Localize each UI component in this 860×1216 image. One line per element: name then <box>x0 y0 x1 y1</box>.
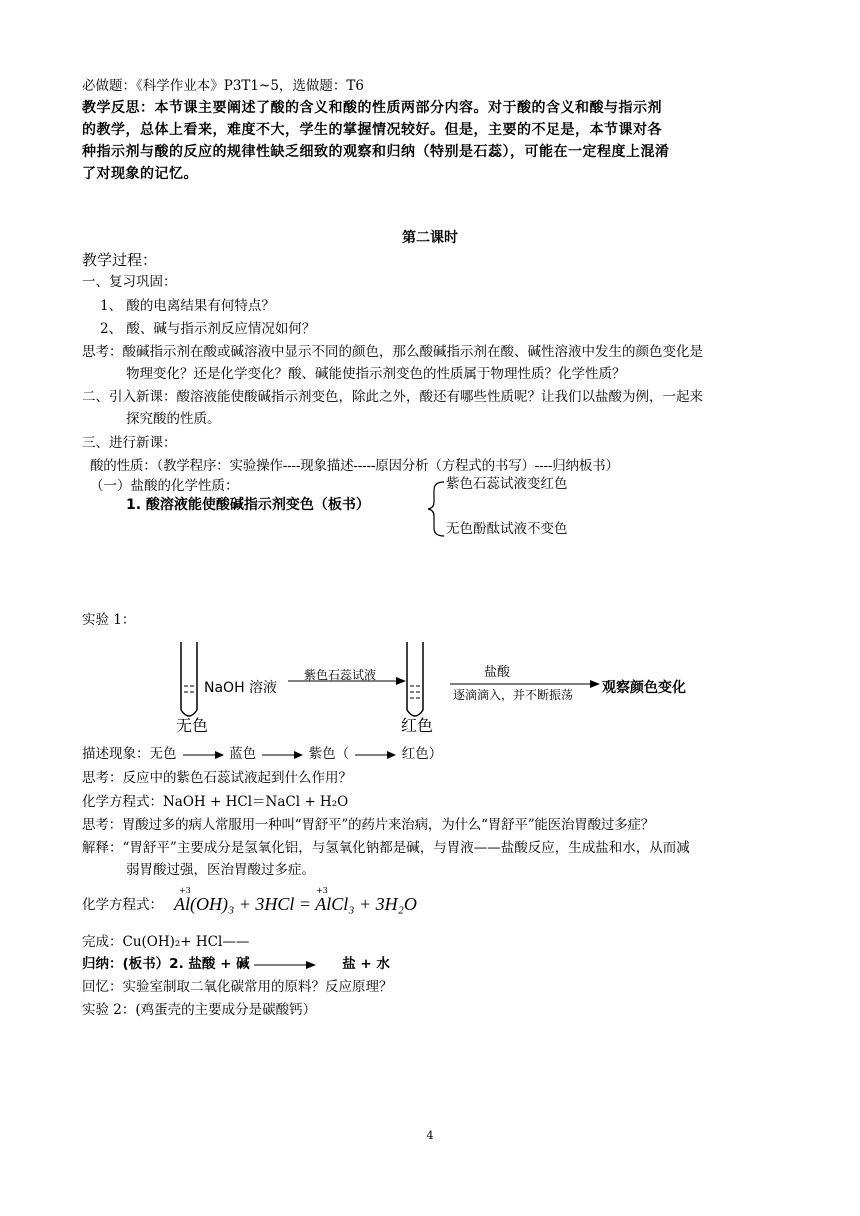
point1-main: 1. 酸溶液能使酸碱指示剂变色（板书） <box>126 497 370 513</box>
tube2-color-label: 红色 <box>401 716 434 735</box>
process-title: 教学过程： <box>82 251 158 269</box>
oxidation-state: +3 <box>179 886 191 895</box>
teaching-reflection <box>82 97 782 185</box>
test-tube-2-icon <box>407 642 423 716</box>
intro-line: 探究酸的性质。 <box>126 411 221 427</box>
phenomenon-color: 蓝色 <box>229 746 257 762</box>
phenomenon-line <box>82 748 442 762</box>
think-line: 思考：酸碱指示剂在酸或碱溶液中显示不同的颜色，那么酸碱指示剂在酸、碱性溶液中发生的颜色变化是 <box>82 344 703 360</box>
test-tube-1-icon <box>181 642 197 716</box>
tube1-liquid-label: NaOH 溶液 <box>204 680 278 696</box>
tube1-color-label: 无色 <box>176 716 209 735</box>
summary-result: 盐 + 水 <box>342 956 390 972</box>
observe-result-label: 观察颜色变化 <box>602 680 686 696</box>
point1-bottom: 无色酚酞试液不变色 <box>446 521 568 537</box>
review-question: 1、 酸的电离结果有何特点？ <box>100 298 275 314</box>
arrow-right-icon <box>181 750 225 760</box>
arrow2-top-label: 盐酸 <box>484 665 511 680</box>
phenomenon-prefix: 描述现象：无色 <box>82 746 177 762</box>
explain-line: 解释：“胃舒平”主要成分是氢氧化铝，与氢氧化钠都是碱，与胃液——盐酸反应，生成盐和水，从而减 <box>82 840 690 856</box>
hcl-chemistry-title: （一）盐酸的化学性质： <box>90 478 239 494</box>
lesson-title: 第二课时 <box>402 230 458 246</box>
phenomenon-color: 紫色（ <box>308 746 350 762</box>
experiment2-label: 实验 2：(鸡蛋壳的主要成分是碳酸钙） <box>82 1002 317 1018</box>
summary-prefix: 归纳：(板书）2. 盐酸 + 碱 <box>82 956 250 972</box>
reflection-line: 教学反思：本节课主要阐述了酸的含义和酸的性质两部分内容。对于酸的含义和酸与指示剂 <box>82 100 662 116</box>
arrow1-label: 紫色石蕊试液 <box>304 668 377 682</box>
arrow-right-icon <box>353 750 397 760</box>
oxidation-state: +3 <box>316 886 328 895</box>
reflection-line: 的教学，总体上看来，难度不大，学生的掌握情况较好。但是，主要的不足是，本节课对各 <box>82 122 662 138</box>
equation-aloh-formula: Al(OH)₃ + 3HCl = AlCl₃ + 3H₂O <box>174 894 417 914</box>
arrow2-bottom-label: 逐滴滴入，并不断振荡 <box>453 688 574 702</box>
review-question: 2、 酸、碱与指示剂反应情况如何？ <box>100 321 316 337</box>
homework-line: 必做题：《科学作业本》P3T1~5，选做题：T6 <box>82 78 365 94</box>
new-lesson-title: 三、进行新课： <box>82 435 177 451</box>
equation-aloh-prefix: 化学方程式： <box>82 897 163 913</box>
equation-naoh: 化学方程式：NaOH + HCl＝NaCl + H₂O <box>82 794 349 810</box>
experiment1-label: 实验 1： <box>82 612 136 628</box>
acid-properties-line: 酸的性质：（教学程序：实验操作----现象描述-----原因分析（方程式的书写）----归纳板书） <box>90 458 619 474</box>
arrow-right-icon <box>254 960 318 970</box>
phenomenon-color: 红色） <box>401 746 443 762</box>
curly-brace-icon <box>422 476 450 542</box>
arrow-right-icon <box>260 750 304 760</box>
complete-line: 完成：Cu(OH)₂+ HCl—— <box>82 934 250 950</box>
page-number: 4 <box>426 1129 434 1142</box>
intro-line: 二、引入新课：酸溶液能使酸碱指示剂变色，除此之外，酸还有哪些性质呢？让我们以盐酸为例，一起来 <box>82 389 703 405</box>
think-question: 思考：反应中的紫色石蕊试液起到什么作用？ <box>82 770 352 786</box>
reflection-line: 种指示剂与酸的反应的规律性缺乏细致的观察和归纳（特别是石蕊），可能在一定程度上混淆 <box>82 144 670 160</box>
recall-line: 回忆：实验室制取二氧化碳常用的原料？反应原理？ <box>82 979 393 995</box>
think-question: 思考：胃酸过多的病人常服用一种叫“胃舒平”的药片来治病，为什么“胃舒平”能医治胃酸过多症？ <box>82 817 655 833</box>
review-title: 一、复习巩固： <box>82 274 177 290</box>
point1-top: 紫色石蕊试液变红色 <box>446 476 568 492</box>
summary-line <box>82 958 390 972</box>
think-line: 物理变化？还是化学变化？酸、碱能使指示剂变色的性质属于物理性质？化学性质？ <box>126 366 626 382</box>
reflection-line: 了对现象的记忆。 <box>82 166 198 182</box>
explain-line: 弱胃酸过强，医治胃酸过多症。 <box>126 862 315 878</box>
